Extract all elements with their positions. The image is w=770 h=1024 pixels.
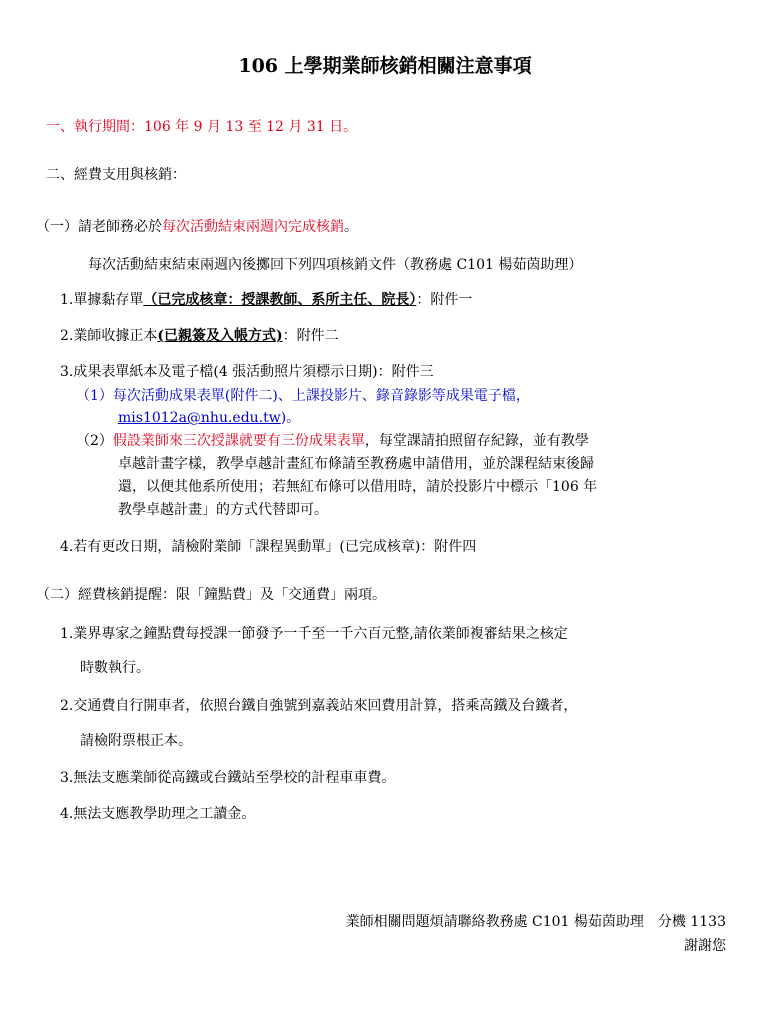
reminder-1: 1.業界專家之鐘點費每授課一節發予一千至一千六百元整,請依業師複審結果之核定 bbox=[60, 626, 568, 642]
list-item-3-2-rest: ，每堂課請拍照留存紀錄，並有教學 bbox=[364, 433, 589, 449]
reminder-3: 3.無法支應業師從高鐵或台鐵站至學校的計程車車費。 bbox=[60, 770, 396, 786]
list-item-1-emphasis: （已完成核章：授課教師、系所主任、院長） bbox=[143, 292, 417, 308]
page-title: 106 上學期業師核銷相關注意事項 bbox=[238, 55, 532, 77]
list-item-2 bbox=[60, 327, 339, 345]
footer-thanks: 謝謝您 bbox=[684, 938, 726, 954]
list-item-3-2-line4: 教學卓越計畫」的方式代替即可。 bbox=[118, 502, 328, 518]
three-forms-highlight: 假設業師來三次授課就要有三份成果表單 bbox=[112, 433, 365, 449]
reminder-2: 2.交通費自行開車者，依照台鐵自強號到嘉義站來回費用計算，搭乘高鐵及台鐵者， bbox=[60, 698, 578, 714]
list-item-3-1: （1）每次活動成果表單(附件二)、上課投影片、錄音錄影等成果電子檔， bbox=[76, 388, 530, 404]
email-link[interactable]: mis1012a@nhu.edu.tw bbox=[118, 410, 281, 426]
section-2-heading: 二、經費支用與核銷： bbox=[46, 167, 186, 183]
list-item-3-2-num: （2） bbox=[76, 433, 113, 449]
paragraph-1-prefix: （一）請老師務必於 bbox=[36, 219, 162, 235]
footer-contact: 業師相關問題煩請聯絡教務處 C101 楊茹茵助理 分機 1133 bbox=[345, 914, 726, 930]
list-item-3: 3.成果表單紙本及電子檔(4 張活動照片須標示日期)：附件三 bbox=[60, 364, 434, 380]
paragraph-2: （二）經費核銷提醒：限「鐘點費」及「交通費」兩項。 bbox=[36, 587, 386, 603]
paragraph-1-suffix: 。 bbox=[344, 219, 358, 235]
deadline-highlight: 每次活動結束兩週內完成核銷 bbox=[162, 219, 344, 235]
list-item-1-suffix: ：附件一 bbox=[416, 292, 473, 308]
documents-intro: 每次活動結束結束兩週內後擲回下列四項核銷文件（教務處 C101 楊茹茵助理） bbox=[88, 257, 583, 273]
list-item-2-suffix: ：附件二 bbox=[282, 328, 339, 344]
list-item-1-text: 1.單據黏存單 bbox=[60, 292, 144, 308]
list-item-3-1-end: )。 bbox=[280, 410, 301, 426]
list-item-2-text: 2.業師收據正本 bbox=[60, 328, 158, 344]
list-item-3-2-line3: 還，以便其他系所使用；若無紅布條可以借用時，請於投影片中標示「106 年 bbox=[118, 479, 598, 495]
list-item-3-1-cont bbox=[118, 409, 300, 427]
section-1-period: 一、執行期間：106 年 9 月 13 至 12 月 31 日。 bbox=[46, 119, 358, 135]
list-item-2-emphasis: (已親簽及入帳方式) bbox=[157, 328, 283, 344]
paragraph-1 bbox=[36, 218, 358, 236]
list-item-3-2 bbox=[76, 432, 589, 450]
reminder-4: 4.無法支應教學助理之工讀金。 bbox=[60, 806, 256, 822]
reminder-2-cont: 請檢附票根正本。 bbox=[80, 733, 192, 749]
list-item-3-2-line2: 卓越計畫字樣，教學卓越計畫紅布條請至教務處申請借用，並於課程結束後歸 bbox=[118, 456, 594, 472]
list-item-4: 4.若有更改日期，請檢附業師「課程異動單」(已完成核章)：附件四 bbox=[60, 539, 477, 555]
reminder-1-cont: 時數執行。 bbox=[80, 660, 150, 676]
list-item-1 bbox=[60, 291, 472, 309]
